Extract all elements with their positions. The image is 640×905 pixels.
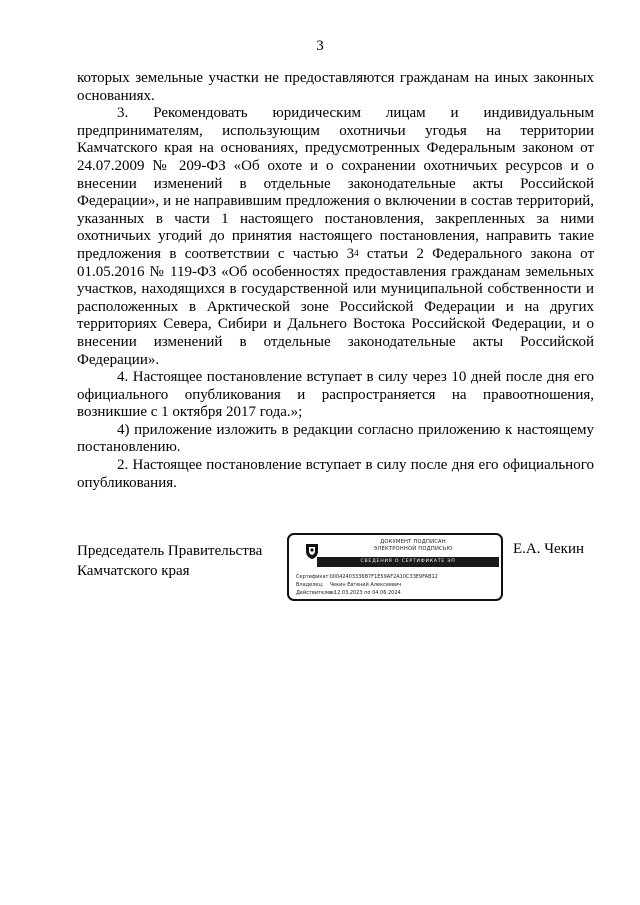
- signer-title: [77, 541, 262, 581]
- document-body: [77, 70, 594, 492]
- signer-title-line: Председатель Правительства: [77, 543, 263, 559]
- paragraph-text: 4) приложение изложить в редакции согласно приложению к настоящему постановлению.: [77, 421, 594, 456]
- stamp-heading: [329, 539, 497, 553]
- stamp-label: Действителен:: [296, 590, 336, 596]
- paragraph-text: которых земельные участки не предоставляются гражданам на иных законных основаниях.: [77, 70, 594, 104]
- stamp-value: Чекин Евгений Алексеевич: [329, 582, 402, 588]
- electronic-signature-stamp: [287, 533, 503, 601]
- signer-title-line: Камчатского края: [77, 563, 190, 579]
- paragraph-item-2: [77, 457, 594, 492]
- page-number: 3: [316, 38, 324, 54]
- paragraph-text: 3. Рекомендовать юридическим лицам и индивидуальным предпринимателям, использующим охотничьи угодья на территории Камчатского края на основаниях, предусмотренных Федеральным законом от 24.07.2009 № 209-ФЗ «Об охоте и о сохранении охотничьих ресурсов и о внесении изменений в отдельные законодательные акты Российской Федерации», и не направившим предложения о включении в состав территорий, указанных в части 1 настоящего постановления, закрепленных за ними охотничьих угодий до принятия настоящего постановления, направить такие предложения в соответствии с частью 3: [77, 105, 594, 262]
- superscript: 4: [354, 247, 359, 258]
- stamp-cert-row: [296, 573, 496, 581]
- stamp-heading-line: ДОКУМЕНТ ПОДПИСАН: [380, 539, 446, 545]
- stamp-owner-row: [296, 581, 496, 589]
- stamp-valid-row: [296, 589, 496, 597]
- stamp-label: Владелец:: [296, 582, 324, 588]
- paragraph-continuation: [77, 70, 594, 105]
- paragraph-item-4: [77, 369, 594, 422]
- stamp-value: с 12.03.2023 по 04.06.2024: [329, 590, 401, 596]
- paragraph-text: 2. Настоящее постановление вступает в силу после дня его официального опубликования.: [77, 457, 594, 491]
- signer-name: Е.А. Чекин: [513, 541, 584, 557]
- stamp-value: 00042403336B7F1E59AF2A10C33E9FAB12: [329, 574, 438, 580]
- paragraph-subitem-4: [77, 422, 594, 457]
- stamp-certificate-bar: СВЕДЕНИЯ О СЕРТИФИКАТЕ ЭП: [317, 557, 499, 567]
- paragraph-item-3: [77, 105, 594, 369]
- stamp-details: [296, 573, 496, 597]
- stamp-heading-line: ЭЛЕКТРОННОЙ ПОДПИСЬЮ: [373, 546, 453, 552]
- stamp-label: Сертификат:: [296, 574, 331, 580]
- paragraph-text-tail: статьи 2 Федерального закона от 01.05.2016 № 119-ФЗ «Об особенностях предоставления гражданам земельных участков, находящихся в государственной или муниципальной собственности и расположенных в Арктической зоне Российской Федерации и на других территориях Севера, Сибири и Дальнего Востока Российской Федерации, и о внесении изменений в отдельные законодательные акты Российской Федерации».: [77, 245, 595, 368]
- paragraph-text: 4. Настоящее постановление вступает в силу через 10 дней после дня его официального опубликования и распространяется на правоотношения, возникшие с 1 октября 2017 года.»;: [77, 369, 594, 421]
